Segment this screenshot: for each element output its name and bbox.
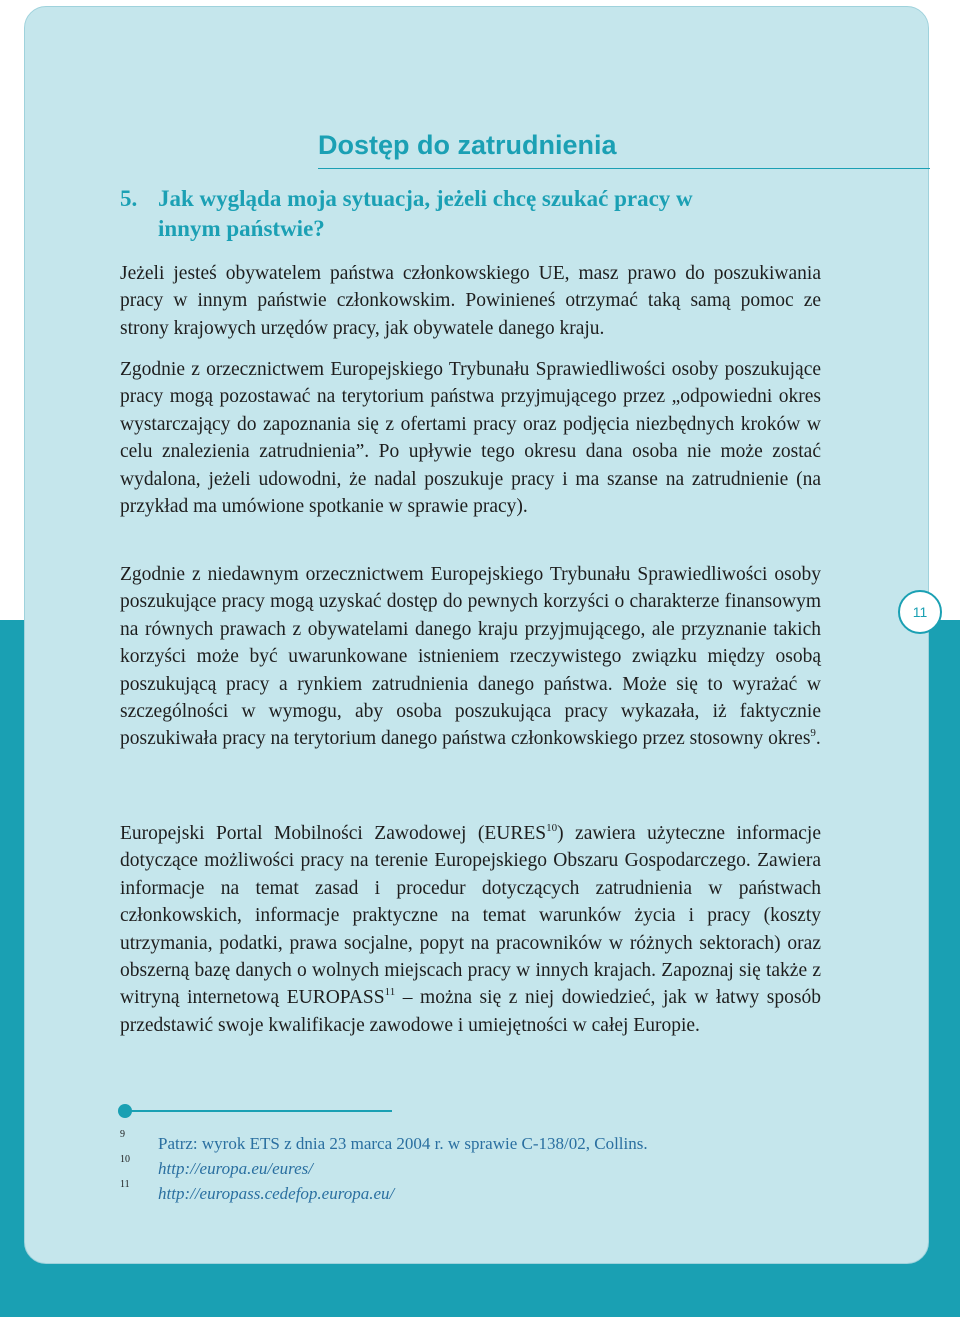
footnote-number: 11 — [120, 1179, 130, 1190]
paragraph-2: Zgodnie z orzecznictwem Europejskiego Trybunału Sprawiedliwości osoby poszukujące pracy mogą pozostawać na terytorium państwa przyjmującego przez „odpowiedni okres wystarczający do zapoznania się z ofertami pracy oraz podjęcia niezbędnych kroków w celu znalezienia zatrudnienia”. Po upływie tego okresu dana osoba nie może zostać wydalona, jeżeli udowodni, że nadal poszukuje pracy i ma szanse na zatrudnienie (na przykład ma umówione spotkanie w sprawie pracy). — [120, 359, 821, 518]
paragraph-1: Jeżeli jesteś obywatelem państwa członkowskiego UE, masz prawo do poszukiwania pracy w innym państwie członkowskim. Powinieneś otrzymać taką samą pomoc ze strony krajowych urzędów pracy, jak obywatele danego kraju. — [120, 263, 821, 339]
paragraph-4-part-a: Europejski Portal Mobilności Zawodowej (EURES — [120, 823, 547, 844]
footnote-number: 10 — [120, 1154, 130, 1165]
paragraph-3-end: . — [815, 728, 821, 750]
footnote-link-europass[interactable]: http://europass.cedefop.europa.eu/ — [158, 1184, 395, 1203]
paragraph-4-part-b: ) zawiera użyteczne informacje dotyczące możliwości pracy na terenie Europejskiego Obszaru Gospodarczego. Zawiera informacje na temat zasad i procedur dotyczących zatrudnienia w państwach członkowskich, informacje praktyczne na temat warunków życia i pracy (koszty utrzymania, podatki, prawa socjalne, popyt na pracowników w różnych sektorach) oraz obszerną bazę danych o wolnych miejscach pracy w innych krajach. Zapoznaj się także z witryną internetową EUROPASS — [120, 823, 821, 1009]
footnote-link-eures[interactable]: http://europa.eu/eures/ — [158, 1159, 314, 1178]
page-number-badge: 11 — [898, 590, 942, 634]
paragraph-3-text: Zgodnie z niedawnym orzecznictwem Europejskiego Trybunału Sprawiedliwości osoby poszukujące pracy mogą uzyskać dostęp do pewnych korzyści o charakterze finansowym na równych prawach z obywatelami danego kraju przyjmującego, ale przyznanie takich korzyści może być uwarunkowane istnieniem rzeczywistego związku między osobą poszukującą pracy a rynkiem zatrudnienia danego państwa. Może się to wyrażać w szczególności w wymogu, aby osoba poszukująca pracy wykazała, iż faktycznie poszukiwała pracy na terytorium danego państwa członkowskiego przez stosowny okres — [120, 564, 821, 750]
paragraph-4-part-c: – można się z niej dowiedzieć, jak w łatwy sposób przedstawić swoje kwalifikacje zawodowe i umiejętności w całej Europie. — [120, 987, 821, 1036]
footnote-ref-11[interactable]: 11 — [384, 986, 396, 999]
question-text: Jak wygląda moja sytuacja, jeżeli chcę szukać pracy w innym państwie? — [158, 186, 693, 241]
footnote-text: Patrz: wyrok ETS z dnia 23 marca 2004 r. w sprawie C-138/02, Collins. — [158, 1134, 648, 1153]
section-title: Dostęp do zatrudnienia — [318, 130, 617, 160]
paragraph-4 — [120, 820, 821, 1039]
footnote-ref-9[interactable]: 9 — [810, 727, 816, 740]
title-divider — [318, 168, 930, 169]
footnote-divider — [126, 1110, 392, 1112]
footnote-number: 9 — [120, 1129, 125, 1140]
footnote-ref-10[interactable]: 10 — [546, 822, 558, 834]
question-number: 5. — [120, 186, 138, 211]
paragraph-3 — [120, 561, 821, 753]
